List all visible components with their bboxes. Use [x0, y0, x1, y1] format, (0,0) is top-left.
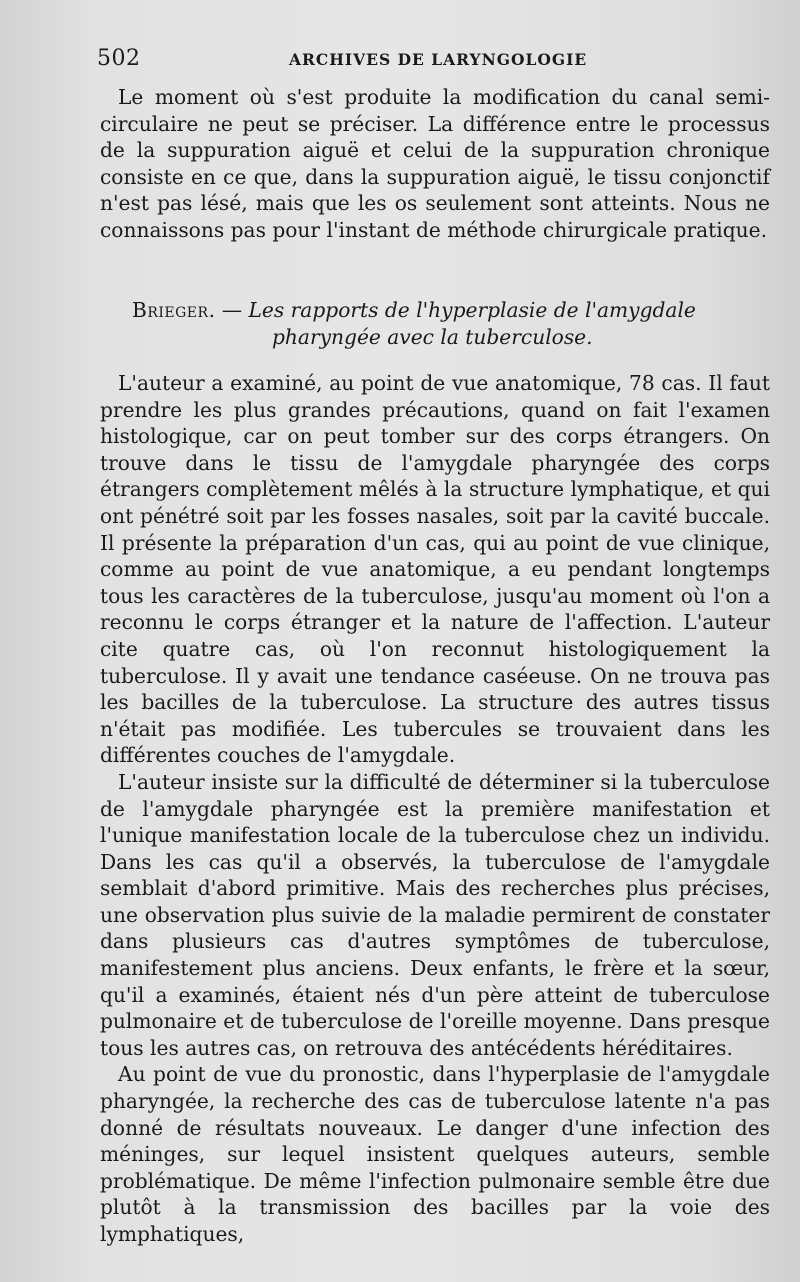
body-paragraph-2: L'auteur insiste sur la difficulté de déterminer si la tuberculose de l'amygdale pharyngée est la première manifestation et l'unique manifestation locale de la tuberculose chez un individu. Dans les cas qu'il a observés, la tuberculose de l'amygdale semblait d'abord primitive. Mais des recherches plus précises, une observation plus suivie de la maladie permirent de constater dans plusieurs cas d'autres symptômes de tuberculose, manifestement plus anciens. Deux enfants, le frère et la sœur, qu'il a examinés, étaient nés d'un père atteint de tuberculose pulmonaire et de tuberculose de l'oreille moyenne. Dans presque tous les autres cas, on retrouva des antécédents héréditaires.	[100, 769, 770, 1060]
section-heading	[132, 297, 772, 351]
article-body	[100, 370, 770, 1248]
page-number: 502	[97, 46, 141, 71]
page-header	[97, 44, 697, 74]
intro-text-block	[100, 84, 770, 244]
article-title-line-2: pharyngée avec la tuberculose.	[272, 325, 593, 349]
intro-paragraph: Le moment où s'est produite la modification du canal semi-circulaire ne peut se préciser. La différence entre le processus de la suppuration aiguë et celui de la suppuration chronique consiste en ce que, dans la suppuration aiguë, le tissu conjonctif n'est pas lésé, mais que les os seulement sont atteints. Nous ne connaissons pas pour l'instant de méthode chirurgicale pratique.	[100, 85, 770, 242]
body-paragraph-3: Au point de vue du pronostic, dans l'hyperplasie de l'amygdale pharyngée, la recherche des cas de tuberculose latente n'a pas donné de résultats nouveaux. Le danger d'une infection des méninges, sur lequel insistent quelques auteurs, semble problématique. De même l'infection pulmonaire semble être due plutôt à la transmission des bacilles par la voie des lymphatiques,	[100, 1062, 770, 1246]
running-title: ARCHIVES DE LARYNGOLOGIE	[289, 50, 588, 69]
section-author: Brieger.	[132, 298, 216, 322]
section-dash: —	[221, 298, 243, 322]
article-title-line-1: Les rapports de l'hyperplasie de l'amygdale	[248, 298, 696, 322]
body-paragraph-1: L'auteur a examiné, au point de vue anatomique, 78 cas. Il faut prendre les plus grandes précautions, quand on fait l'examen histologique, car on peut tomber sur des corps étrangers. On trouve dans le tissu de l'amygdale pharyngée des corps étrangers complètement mêlés à la structure lymphatique, et qui ont pénétré soit par les fosses nasales, soit par la cavité buccale. Il présente la préparation d'un cas, qui au point de vue clinique, comme au point de vue anatomique, a eu pendant longtemps tous les caractères de la tuberculose, jusqu'au moment où l'on a reconnu le corps étranger et la nature de l'affection. L'auteur cite quatre cas, où l'on reconnut histologiquement la tuberculose. Il y avait une tendance caséeuse. On ne trouva pas les bacilles de la tuberculose. La structure des autres tissus n'était pas modifiée. Les tubercules se trouvaient dans les différentes couches de l'amygdale.	[100, 371, 770, 768]
